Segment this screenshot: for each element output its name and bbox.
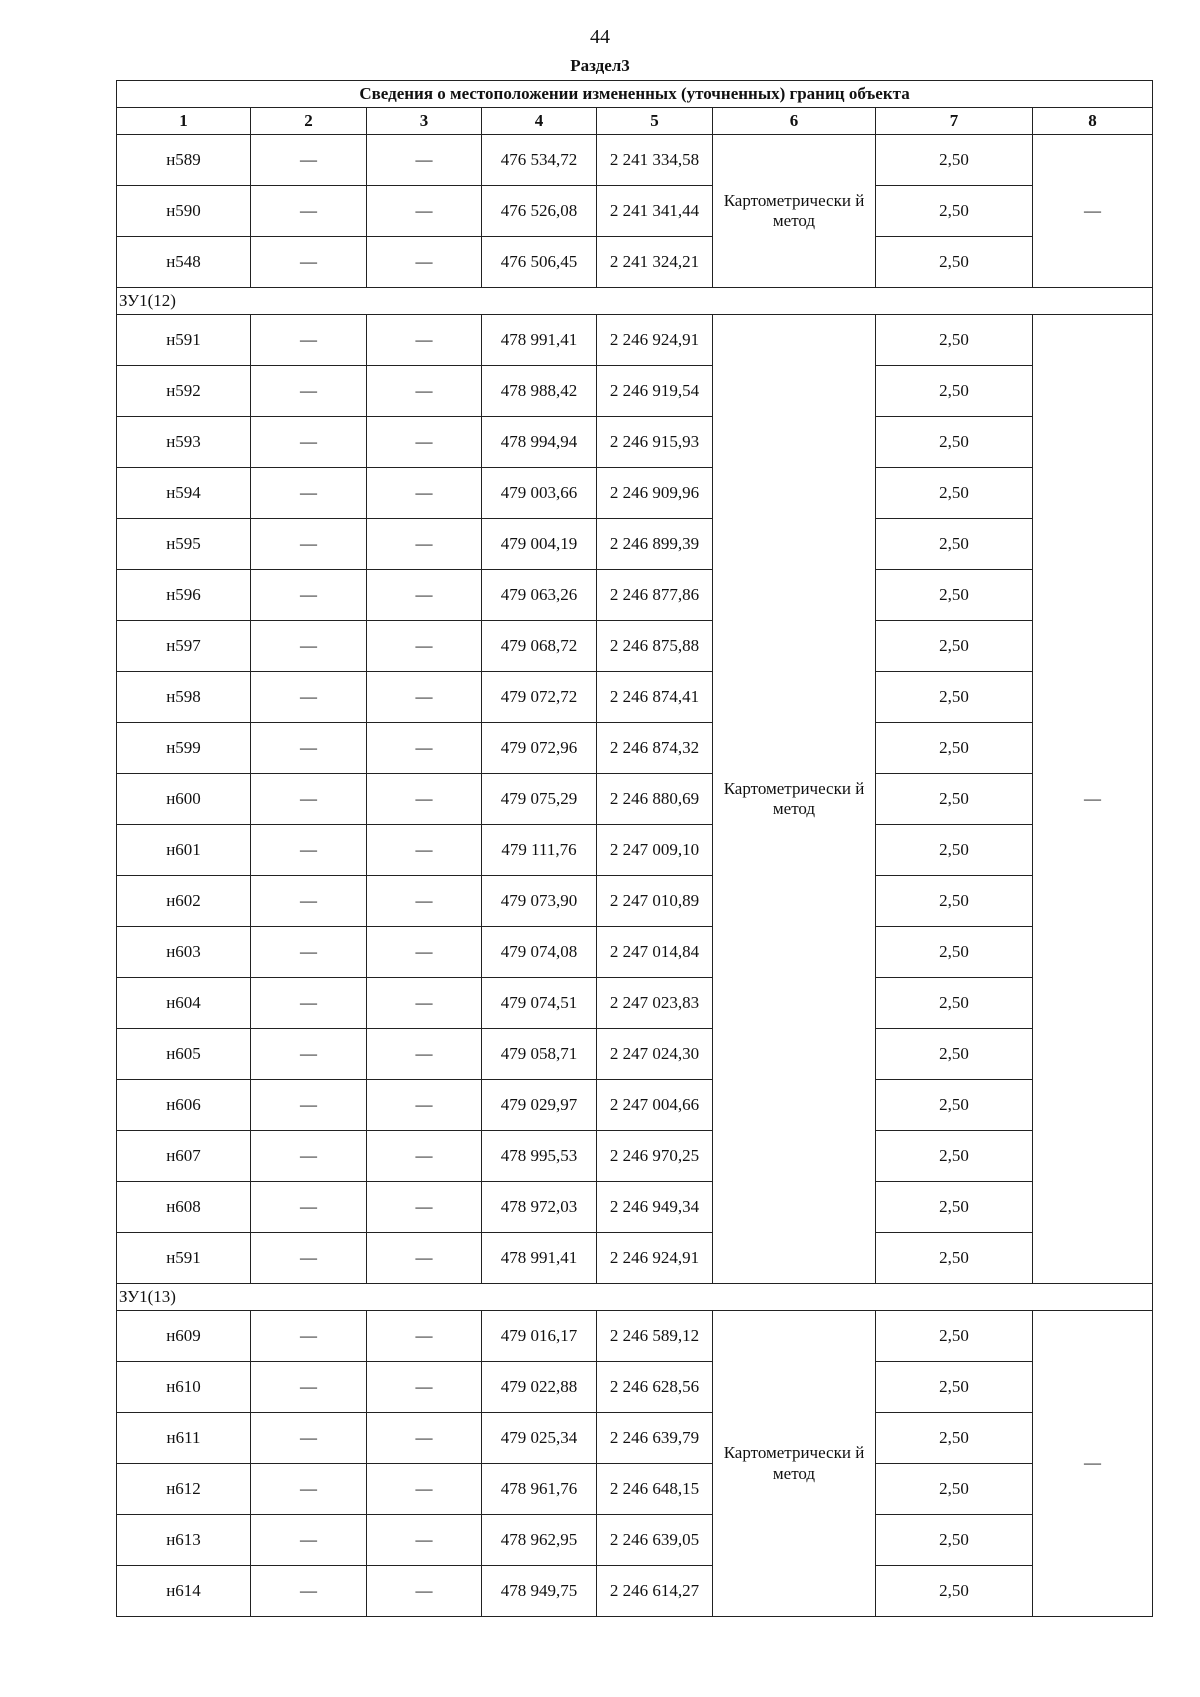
point-name-cell: н600 xyxy=(117,774,251,825)
x-coordinate-cell: 478 949,75 xyxy=(482,1566,597,1617)
table-row xyxy=(117,237,1153,288)
group-row xyxy=(117,288,1153,315)
accuracy-cell: 2,50 xyxy=(876,1464,1033,1515)
y-coordinate-cell: 2 246 874,32 xyxy=(597,723,713,774)
accuracy-cell: 2,50 xyxy=(876,978,1033,1029)
col2-cell: — xyxy=(251,723,367,774)
table-row xyxy=(117,978,1153,1029)
table-row xyxy=(117,1311,1153,1362)
point-name-cell: н598 xyxy=(117,672,251,723)
column-number: 5 xyxy=(597,108,713,135)
col2-cell: — xyxy=(251,417,367,468)
group-row xyxy=(117,1284,1153,1311)
y-coordinate-cell: 2 247 014,84 xyxy=(597,927,713,978)
point-name-cell: н614 xyxy=(117,1566,251,1617)
column-number: 4 xyxy=(482,108,597,135)
column-number: 7 xyxy=(876,108,1033,135)
col8-cell: — xyxy=(1033,135,1153,288)
accuracy-cell: 2,50 xyxy=(876,468,1033,519)
accuracy-cell: 2,50 xyxy=(876,1311,1033,1362)
col3-cell: — xyxy=(367,366,482,417)
y-coordinate-cell: 2 246 628,56 xyxy=(597,1362,713,1413)
point-name-cell: н596 xyxy=(117,570,251,621)
point-name-cell: н607 xyxy=(117,1131,251,1182)
point-name-cell: н610 xyxy=(117,1362,251,1413)
y-coordinate-cell: 2 247 023,83 xyxy=(597,978,713,1029)
col3-cell: — xyxy=(367,1464,482,1515)
col2-cell: — xyxy=(251,1566,367,1617)
point-name-cell: н606 xyxy=(117,1080,251,1131)
y-coordinate-cell: 2 246 924,91 xyxy=(597,1233,713,1284)
accuracy-cell: 2,50 xyxy=(876,621,1033,672)
point-name-cell: н591 xyxy=(117,315,251,366)
accuracy-cell: 2,50 xyxy=(876,417,1033,468)
accuracy-cell: 2,50 xyxy=(876,1080,1033,1131)
table-title-row xyxy=(117,81,1153,108)
table-row xyxy=(117,825,1153,876)
col2-cell: — xyxy=(251,1515,367,1566)
col2-cell: — xyxy=(251,1464,367,1515)
x-coordinate-cell: 479 003,66 xyxy=(482,468,597,519)
group-label: ЗУ1(13) xyxy=(117,1284,1153,1311)
col3-cell: — xyxy=(367,1515,482,1566)
col3-cell: — xyxy=(367,468,482,519)
x-coordinate-cell: 478 988,42 xyxy=(482,366,597,417)
col2-cell: — xyxy=(251,1029,367,1080)
column-number: 8 xyxy=(1033,108,1153,135)
x-coordinate-cell: 479 074,08 xyxy=(482,927,597,978)
x-coordinate-cell: 476 526,08 xyxy=(482,186,597,237)
y-coordinate-cell: 2 241 324,21 xyxy=(597,237,713,288)
col2-cell: — xyxy=(251,927,367,978)
x-coordinate-cell: 478 962,95 xyxy=(482,1515,597,1566)
column-number-row xyxy=(117,108,1153,135)
boundary-table xyxy=(116,80,1153,1617)
x-coordinate-cell: 476 534,72 xyxy=(482,135,597,186)
y-coordinate-cell: 2 246 874,41 xyxy=(597,672,713,723)
col2-cell: — xyxy=(251,621,367,672)
x-coordinate-cell: 479 068,72 xyxy=(482,621,597,672)
col3-cell: — xyxy=(367,927,482,978)
col3-cell: — xyxy=(367,1362,482,1413)
col2-cell: — xyxy=(251,135,367,186)
table-row xyxy=(117,1566,1153,1617)
col2-cell: — xyxy=(251,1131,367,1182)
x-coordinate-cell: 478 972,03 xyxy=(482,1182,597,1233)
table-row xyxy=(117,723,1153,774)
col8-cell: — xyxy=(1033,315,1153,1284)
col3-cell: — xyxy=(367,315,482,366)
accuracy-cell: 2,50 xyxy=(876,1029,1033,1080)
x-coordinate-cell: 479 004,19 xyxy=(482,519,597,570)
point-name-cell: н592 xyxy=(117,366,251,417)
accuracy-cell: 2,50 xyxy=(876,1566,1033,1617)
column-number: 6 xyxy=(713,108,876,135)
table-row xyxy=(117,621,1153,672)
page-number: 44 xyxy=(590,26,610,48)
col3-cell: — xyxy=(367,1182,482,1233)
accuracy-cell: 2,50 xyxy=(876,1182,1033,1233)
point-name-cell: н589 xyxy=(117,135,251,186)
accuracy-cell: 2,50 xyxy=(876,366,1033,417)
table-row xyxy=(117,1515,1153,1566)
y-coordinate-cell: 2 241 341,44 xyxy=(597,186,713,237)
point-name-cell: н591 xyxy=(117,1233,251,1284)
accuracy-cell: 2,50 xyxy=(876,1413,1033,1464)
x-coordinate-cell: 479 073,90 xyxy=(482,876,597,927)
y-coordinate-cell: 2 246 899,39 xyxy=(597,519,713,570)
y-coordinate-cell: 2 246 880,69 xyxy=(597,774,713,825)
point-name-cell: н590 xyxy=(117,186,251,237)
method-cell: Картометрически й метод xyxy=(713,315,876,1284)
col2-cell: — xyxy=(251,366,367,417)
y-coordinate-cell: 2 246 949,34 xyxy=(597,1182,713,1233)
table-row xyxy=(117,1182,1153,1233)
point-name-cell: н548 xyxy=(117,237,251,288)
x-coordinate-cell: 479 029,97 xyxy=(482,1080,597,1131)
col2-cell: — xyxy=(251,978,367,1029)
group-label: ЗУ1(12) xyxy=(117,288,1153,315)
col3-cell: — xyxy=(367,237,482,288)
point-name-cell: н613 xyxy=(117,1515,251,1566)
y-coordinate-cell: 2 246 614,27 xyxy=(597,1566,713,1617)
y-coordinate-cell: 2 246 970,25 xyxy=(597,1131,713,1182)
table-row xyxy=(117,1362,1153,1413)
table-row xyxy=(117,1029,1153,1080)
point-name-cell: н609 xyxy=(117,1311,251,1362)
point-name-cell: н602 xyxy=(117,876,251,927)
y-coordinate-cell: 2 247 004,66 xyxy=(597,1080,713,1131)
col2-cell: — xyxy=(251,1413,367,1464)
col2-cell: — xyxy=(251,1362,367,1413)
accuracy-cell: 2,50 xyxy=(876,135,1033,186)
y-coordinate-cell: 2 246 877,86 xyxy=(597,570,713,621)
y-coordinate-cell: 2 246 915,93 xyxy=(597,417,713,468)
accuracy-cell: 2,50 xyxy=(876,723,1033,774)
y-coordinate-cell: 2 246 875,88 xyxy=(597,621,713,672)
point-name-cell: н594 xyxy=(117,468,251,519)
col3-cell: — xyxy=(367,135,482,186)
accuracy-cell: 2,50 xyxy=(876,570,1033,621)
x-coordinate-cell: 479 072,72 xyxy=(482,672,597,723)
accuracy-cell: 2,50 xyxy=(876,237,1033,288)
x-coordinate-cell: 478 991,41 xyxy=(482,315,597,366)
col3-cell: — xyxy=(367,774,482,825)
accuracy-cell: 2,50 xyxy=(876,672,1033,723)
table-row xyxy=(117,468,1153,519)
method-cell: Картометрически й метод xyxy=(713,135,876,288)
method-cell: Картометрически й метод xyxy=(713,1311,876,1617)
table-row xyxy=(117,927,1153,978)
col3-cell: — xyxy=(367,1029,482,1080)
col3-cell: — xyxy=(367,570,482,621)
y-coordinate-cell: 2 246 924,91 xyxy=(597,315,713,366)
accuracy-cell: 2,50 xyxy=(876,1131,1033,1182)
table-row xyxy=(117,1413,1153,1464)
col3-cell: — xyxy=(367,621,482,672)
accuracy-cell: 2,50 xyxy=(876,519,1033,570)
accuracy-cell: 2,50 xyxy=(876,315,1033,366)
col2-cell: — xyxy=(251,672,367,723)
table-row xyxy=(117,876,1153,927)
x-coordinate-cell: 479 074,51 xyxy=(482,978,597,1029)
col2-cell: — xyxy=(251,237,367,288)
point-name-cell: н612 xyxy=(117,1464,251,1515)
accuracy-cell: 2,50 xyxy=(876,1515,1033,1566)
point-name-cell: н595 xyxy=(117,519,251,570)
y-coordinate-cell: 2 247 009,10 xyxy=(597,825,713,876)
table-row xyxy=(117,570,1153,621)
x-coordinate-cell: 478 961,76 xyxy=(482,1464,597,1515)
col2-cell: — xyxy=(251,1233,367,1284)
table-row xyxy=(117,186,1153,237)
accuracy-cell: 2,50 xyxy=(876,1233,1033,1284)
point-name-cell: н608 xyxy=(117,1182,251,1233)
col2-cell: — xyxy=(251,186,367,237)
table-row xyxy=(117,417,1153,468)
y-coordinate-cell: 2 247 024,30 xyxy=(597,1029,713,1080)
col2-cell: — xyxy=(251,315,367,366)
y-coordinate-cell: 2 246 639,79 xyxy=(597,1413,713,1464)
accuracy-cell: 2,50 xyxy=(876,1362,1033,1413)
col3-cell: — xyxy=(367,1131,482,1182)
column-number: 3 xyxy=(367,108,482,135)
col3-cell: — xyxy=(367,672,482,723)
x-coordinate-cell: 479 075,29 xyxy=(482,774,597,825)
table-row xyxy=(117,519,1153,570)
col3-cell: — xyxy=(367,1311,482,1362)
col3-cell: — xyxy=(367,417,482,468)
section-label: Раздел3 xyxy=(570,56,630,75)
table-row xyxy=(117,1080,1153,1131)
col3-cell: — xyxy=(367,978,482,1029)
col3-cell: — xyxy=(367,519,482,570)
table-row xyxy=(117,315,1153,366)
table-row xyxy=(117,672,1153,723)
table-row xyxy=(117,135,1153,186)
y-coordinate-cell: 2 246 648,15 xyxy=(597,1464,713,1515)
table-row xyxy=(117,1464,1153,1515)
x-coordinate-cell: 479 111,76 xyxy=(482,825,597,876)
table-row xyxy=(117,366,1153,417)
table-row xyxy=(117,1233,1153,1284)
col3-cell: — xyxy=(367,1233,482,1284)
point-name-cell: н611 xyxy=(117,1413,251,1464)
point-name-cell: н603 xyxy=(117,927,251,978)
column-number: 2 xyxy=(251,108,367,135)
col3-cell: — xyxy=(367,723,482,774)
col3-cell: — xyxy=(367,186,482,237)
point-name-cell: н599 xyxy=(117,723,251,774)
point-name-cell: н597 xyxy=(117,621,251,672)
col3-cell: — xyxy=(367,1566,482,1617)
col8-cell: — xyxy=(1033,1311,1153,1617)
accuracy-cell: 2,50 xyxy=(876,927,1033,978)
col2-cell: — xyxy=(251,468,367,519)
col2-cell: — xyxy=(251,570,367,621)
point-name-cell: н604 xyxy=(117,978,251,1029)
col3-cell: — xyxy=(367,1080,482,1131)
x-coordinate-cell: 476 506,45 xyxy=(482,237,597,288)
x-coordinate-cell: 479 058,71 xyxy=(482,1029,597,1080)
x-coordinate-cell: 479 016,17 xyxy=(482,1311,597,1362)
col3-cell: — xyxy=(367,825,482,876)
y-coordinate-cell: 2 241 334,58 xyxy=(597,135,713,186)
col2-cell: — xyxy=(251,1182,367,1233)
accuracy-cell: 2,50 xyxy=(876,825,1033,876)
point-name-cell: н601 xyxy=(117,825,251,876)
col2-cell: — xyxy=(251,774,367,825)
y-coordinate-cell: 2 246 639,05 xyxy=(597,1515,713,1566)
point-name-cell: н593 xyxy=(117,417,251,468)
accuracy-cell: 2,50 xyxy=(876,186,1033,237)
col2-cell: — xyxy=(251,1311,367,1362)
col3-cell: — xyxy=(367,876,482,927)
table-title: Сведения о местоположении измененных (уточненных) границ объекта xyxy=(117,81,1153,108)
y-coordinate-cell: 2 246 909,96 xyxy=(597,468,713,519)
x-coordinate-cell: 479 022,88 xyxy=(482,1362,597,1413)
y-coordinate-cell: 2 247 010,89 xyxy=(597,876,713,927)
table-row xyxy=(117,774,1153,825)
accuracy-cell: 2,50 xyxy=(876,774,1033,825)
col2-cell: — xyxy=(251,825,367,876)
x-coordinate-cell: 479 025,34 xyxy=(482,1413,597,1464)
col2-cell: — xyxy=(251,519,367,570)
x-coordinate-cell: 479 072,96 xyxy=(482,723,597,774)
y-coordinate-cell: 2 246 589,12 xyxy=(597,1311,713,1362)
x-coordinate-cell: 478 995,53 xyxy=(482,1131,597,1182)
y-coordinate-cell: 2 246 919,54 xyxy=(597,366,713,417)
x-coordinate-cell: 479 063,26 xyxy=(482,570,597,621)
point-name-cell: н605 xyxy=(117,1029,251,1080)
column-number: 1 xyxy=(117,108,251,135)
accuracy-cell: 2,50 xyxy=(876,876,1033,927)
col2-cell: — xyxy=(251,1080,367,1131)
col2-cell: — xyxy=(251,876,367,927)
x-coordinate-cell: 478 994,94 xyxy=(482,417,597,468)
x-coordinate-cell: 478 991,41 xyxy=(482,1233,597,1284)
col3-cell: — xyxy=(367,1413,482,1464)
table-row xyxy=(117,1131,1153,1182)
